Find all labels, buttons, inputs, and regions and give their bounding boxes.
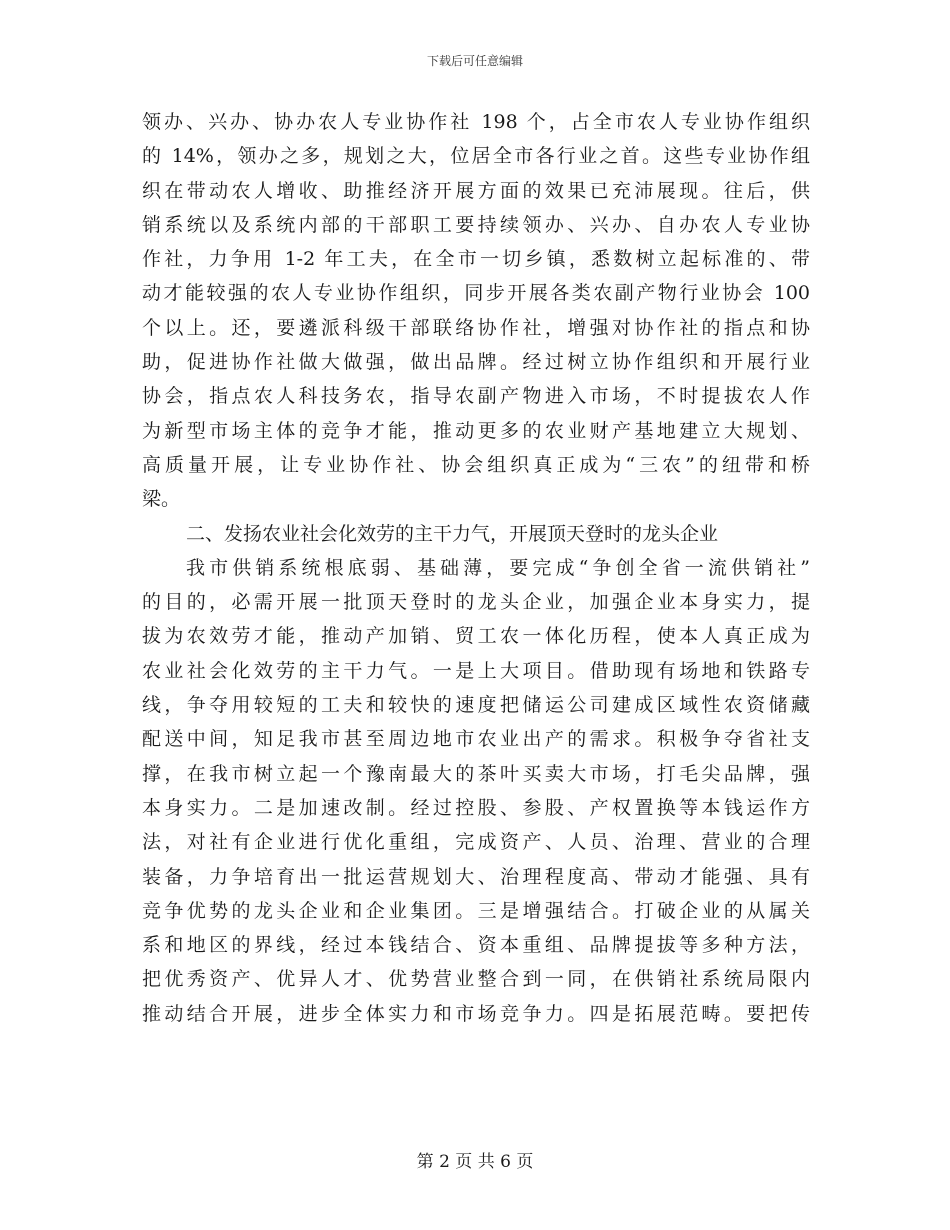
page-header: 下载后可任意编辑 xyxy=(426,54,523,68)
text-line: 线，争夺用较短的工夫和较快的速度把储运公司建成区域性农资储藏 xyxy=(142,694,810,717)
text-line: 为新型市场主体的竞争才能，推动更多的农业财产基地建立大规划、 xyxy=(142,419,810,442)
text-line: 装备，力争培育出一批运营规划大、治理程度高、带动才能强、具有 xyxy=(142,865,810,888)
text-line: 撑，在我市树立起一个豫南最大的茶叶买卖大市场，打毛尖品牌，强 xyxy=(142,762,810,785)
text-line: 动才能较强的农人专业协作组织，同步开展各类农副产物行业协会 100 xyxy=(142,282,810,305)
text-line: 的 14%，领办之多，规划之大，位居全市各行业之首。这些专业协作组 xyxy=(142,145,810,168)
text-line: 农业社会化效劳的主干力气。一是上大项目。借助现有场地和铁路专 xyxy=(142,659,810,682)
document-body xyxy=(142,105,810,1031)
text-line: 本身实力。二是加速改制。经过控股、参股、产权置换等本钱运作方 xyxy=(142,796,810,819)
text-line: 的目的，必需开展一批顶天登时的龙头企业，加强企业本身实力，提 xyxy=(142,591,810,614)
text-line: 领办、兴办、协办农人专业协作社 198 个，占全市农人专业协作组织 xyxy=(142,111,810,133)
text-line: 配送中间，知足我市甚至周边地市农业出产的需求。积极争夺省社支 xyxy=(142,728,810,751)
text-line: 助，促进协作社做大做强，做出品牌。经过树立协作组织和开展行业 xyxy=(142,351,810,374)
text-line: 竞争优势的龙头企业和企业集团。三是增强结合。打破企业的从属关 xyxy=(142,899,810,922)
text-line: 法，对社有企业进行优化重组，完成资产、人员、治理、营业的合理 xyxy=(142,831,810,854)
text-line: 销系统以及系统内部的干部职工要持续领办、兴办、自办农人专业协 xyxy=(142,213,810,236)
text-line: 系和地区的界线，经过本钱结合、资本重组、品牌提拔等多种方法， xyxy=(142,934,810,957)
text-line: 高质量开展，让专业协作社、协会组织真正成为“三农”的纽带和桥 xyxy=(142,453,810,476)
text-line: 梁。 xyxy=(142,488,181,511)
page-number-footer: 第 2 页 共 6 页 xyxy=(416,1152,534,1172)
text-line: 作社，力争用 1-2 年工夫，在全市一切乡镇，悉数树立起标准的、带 xyxy=(142,248,810,271)
text-line: 拔为农效劳才能，推动产加销、贸工农一体化历程，使本人真正成为 xyxy=(142,625,810,648)
section-heading: 二、发扬农业社会化效劳的主干力气，开展顶天登时的龙头企业 xyxy=(186,522,719,545)
text-line: 我市供销系统根底弱、基础薄，要完成“争创全省一流供销社” xyxy=(186,556,810,579)
text-line: 把优秀资产、优异人才、优势营业整合到一同，在供销社系统局限内 xyxy=(142,968,810,991)
text-line: 织在带动农人增收、助推经济开展方面的效果已充沛展现。往后，供 xyxy=(142,179,810,202)
text-line: 推动结合开展，进步全体实力和市场竞争力。四是拓展范畴。要把传 xyxy=(142,1002,810,1025)
text-line: 协会，指点农人科技务农，指导农副产物进入市场，不时提拔农人作 xyxy=(142,385,810,408)
text-line: 个以上。还，要遴派科级干部联络协作社，增强对协作社的指点和协 xyxy=(142,316,810,339)
